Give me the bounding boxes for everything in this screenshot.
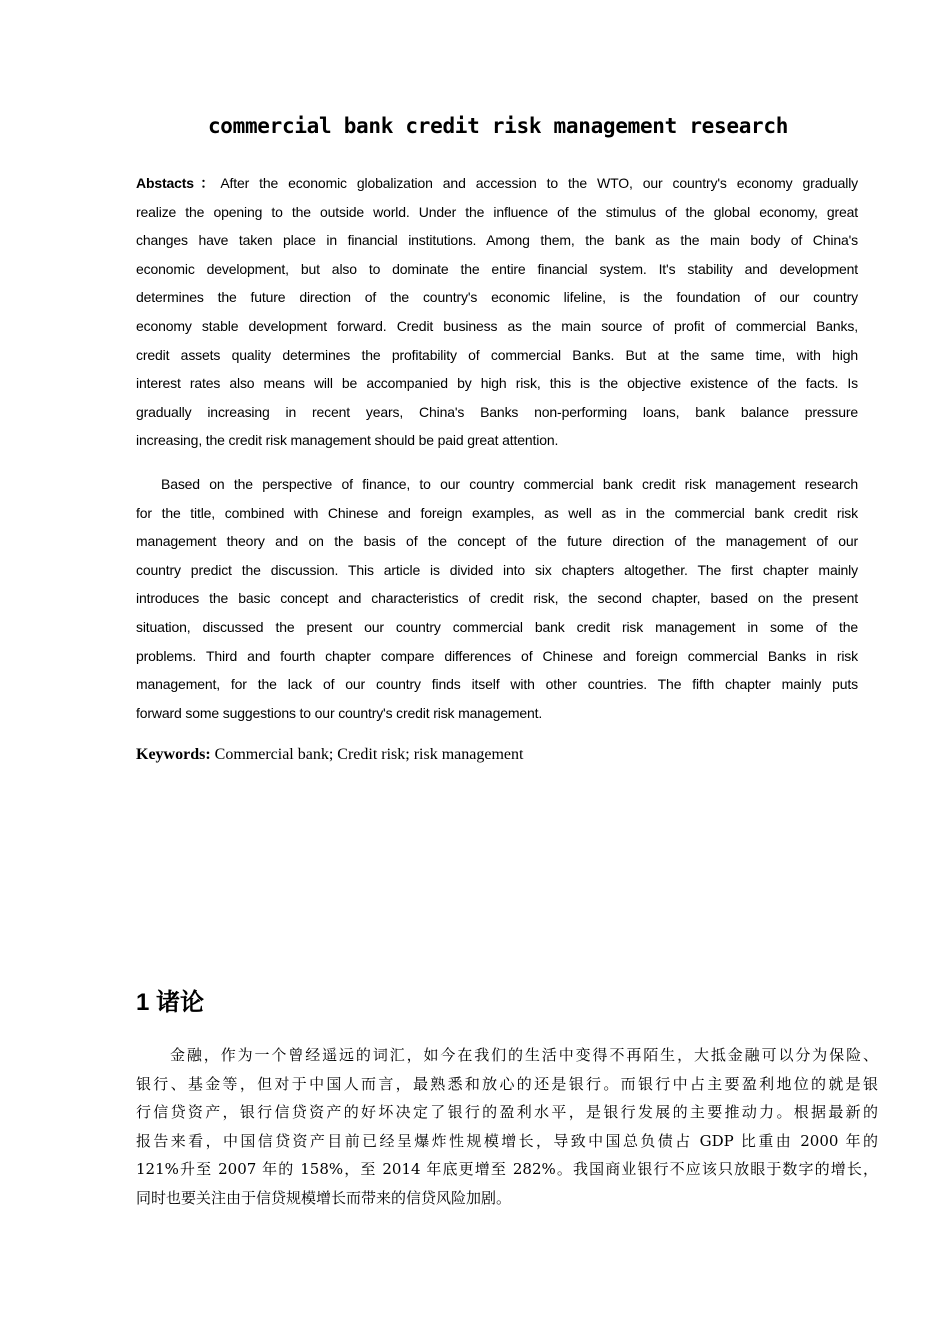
abstract-line: changes have taken place in financial institutions. Among them, the bank as the main body of China's <box>136 232 858 249</box>
abstract-line: realize the opening to the outside world. Under the influence of the stimulus of the global economy, great <box>136 203 858 220</box>
paragraph-line: situation, discussed the present our country commercial bank credit risk management in some of the <box>136 618 858 635</box>
keywords <box>136 746 523 764</box>
paragraph-line: 同时也要关注由于信贷规模增长而带来的信贷风险加剧。 <box>136 1188 512 1207</box>
paragraph-line: 金融，作为一个曾经遥远的词汇，如今在我们的生活中变得不再陌生，大抵金融可以分为保险、 <box>170 1046 878 1064</box>
paragraph-line: 行信贷资产，银行信贷资产的好坏决定了银行的盈利水平，是银行发展的主要推动力。根据最新的 <box>136 1103 878 1122</box>
document-title: commercial bank credit risk management research <box>207 114 789 138</box>
keywords-label: Keywords: <box>136 746 211 763</box>
abstract-paragraph <box>136 169 858 455</box>
paragraph-line: 121%升至 2007 年的 158%，至 2014 年底更增至 282%。我国商业银行不应该只放眼于数字的增长， <box>136 1160 878 1179</box>
paragraph-line: 银行、基金等，但对于中国人而言，最熟悉和放心的还是银行。而银行中占主要盈利地位的就是银 <box>136 1074 878 1093</box>
section-paragraph <box>136 1041 878 1213</box>
paragraph-line: management theory and on the basis of the concept of the future direction of the management of our <box>136 533 858 550</box>
paragraph-line: management, for the lack of our country finds itself with other countries. The fifth chapter mainly puts <box>136 676 858 693</box>
abstract-text: After the economic globalization and accession to the WTO, our country's economy gradually <box>220 175 859 191</box>
abstract-line: interest rates also means will be accompanied by high risk, this is the objective existence of the facts. Is <box>136 375 858 392</box>
section-heading: 1 诸论 <box>136 989 205 1016</box>
abstract-line: increasing, the credit risk management should be paid great attention. <box>136 432 559 449</box>
paragraph-line: introduces the basic concept and characteristics of credit risk, the second chapter, based on the present <box>136 590 858 607</box>
abstract-line: economic development, but also to dominate the entire financial system. It's stability and development <box>136 260 858 277</box>
abstract-line: determines the future direction of the country's economic lifeline, is the foundation of our country <box>136 289 858 306</box>
paragraph-line: for the title, combined with Chinese and foreign examples, as well as in the commercial bank credit risk <box>136 504 858 521</box>
abstract-line: gradually increasing in recent years, China's Banks non-performing loans, bank balance pressure <box>136 403 858 420</box>
paragraph-line: 报告来看，中国信贷资产目前已经呈爆炸性规模增长，导致中国总负债占 GDP 比重由 2000 年的 <box>136 1131 878 1150</box>
paragraph-line: problems. Third and fourth chapter compare differences of Chinese and foreign commercial Banks in risk <box>136 647 858 664</box>
paragraph-line: forward some suggestions to our country's credit risk management. <box>136 704 543 721</box>
abstract-paragraph-2 <box>136 470 858 727</box>
keywords-value: Commercial bank; Credit risk; risk management <box>210 746 524 763</box>
abstract-label: Abstacts： <box>136 175 221 191</box>
abstract-line: credit assets quality determines the profitability of commercial Banks. But at the same time, with high <box>136 346 858 363</box>
paragraph-line: country predict the discussion. This article is divided into six chapters altogether. The first chapter mainly <box>136 561 858 578</box>
paragraph-line: Based on the perspective of finance, to our country commercial bank credit risk management research <box>161 476 858 492</box>
abstract-line <box>136 169 858 198</box>
abstract-line: economy stable development forward. Credit business as the main source of profit of commercial Banks, <box>136 317 858 334</box>
